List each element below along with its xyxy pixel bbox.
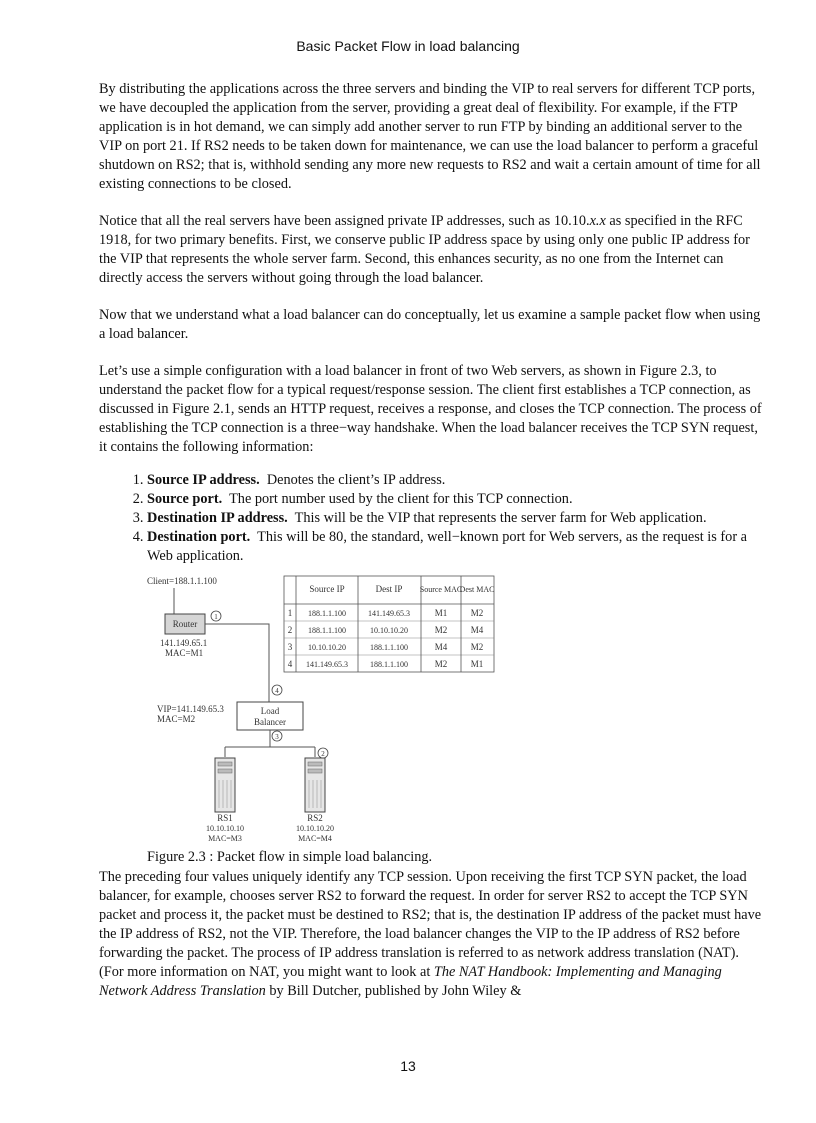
table-cell: 2	[287, 625, 293, 635]
table-cell: 188.1.1.100	[308, 609, 346, 618]
table-cell: 4	[287, 659, 293, 669]
table-cell: M2	[470, 608, 484, 618]
table-header-dest-mac: Dest MAC	[459, 585, 495, 594]
rs1-mac: MAC=M3	[208, 834, 242, 843]
paragraph-5	[99, 868, 765, 1001]
list-desc: This will be the VIP that represents the server farm for Web application.	[294, 510, 707, 526]
router-ip: 141.149.65.1	[160, 638, 208, 648]
figure-caption: Figure 2.3 : Packet flow in simple load balancing.	[147, 849, 433, 865]
list-item	[147, 490, 765, 509]
paragraph-1: By distributing the applications across the three servers and binding the VIP to real servers for different TCP ports, we have decoupled the application from the server, providing a great deal of flexibility. For example, if the FTP application is in hot demand, we can simply add another server to run FTP by binding an additional server to the VIP on port 21. If RS2 needs to be taken down for maintenance, we can use the load balancer to perform a graceful shutdown on RS2; that is, withhold sending any more new requests to RS2 and wait a certain amount of time for all existing connections to be closed.	[99, 81, 761, 192]
list-desc: The port number used by the client for this TCP connection.	[229, 491, 573, 507]
table-header-dest-ip: Dest IP	[375, 584, 403, 594]
step-3-label: 3	[275, 733, 279, 741]
list-term: Destination IP address.	[147, 510, 288, 526]
step-2-label: 2	[321, 750, 325, 758]
p5-book-title: The NAT Handbook: Implementing and Managing Network Address Translation	[99, 964, 722, 999]
table-cell: M2	[434, 625, 448, 635]
list-desc: Denotes the client’s IP address.	[266, 472, 446, 488]
vip-label: VIP=141.149.65.3	[157, 704, 224, 714]
rs2-mac: MAC=M4	[298, 834, 332, 843]
document-body	[99, 80, 765, 1019]
router-mac: MAC=M1	[165, 648, 204, 658]
paragraph-2	[99, 212, 765, 288]
list-term: Source IP address.	[147, 472, 260, 488]
p5-text-a: The preceding four values uniquely identify any TCP session. Upon receiving the first TCP SYN packet, the load balancer, for example, chooses server RS2 to forward the request. In order for server RS2 to accept the TCP SYN packet and process it, the packet must be destined to RS2; that is, the destination IP address of the packet must have the IP address of RS2, not the VIP. Therefore, the load balancer changes the VIP to the IP address of RS2 before forwarding the packet. The process of IP address translation is referred to as network address translation (NAT). (For more information on NAT, you might want to look at	[99, 869, 762, 980]
p2-italic: x.x	[589, 213, 606, 229]
table-header-source-mac: Source MAC	[419, 585, 463, 594]
table-cell: M2	[470, 642, 484, 652]
table-cell: 188.1.1.100	[370, 660, 408, 669]
table-cell: 141.149.65.3	[306, 660, 348, 669]
rs1-ip: 10.10.10.10	[206, 824, 244, 833]
list-item	[147, 509, 765, 528]
router-lb-link	[205, 624, 269, 702]
table-cell: M4	[434, 642, 448, 652]
table-cell: 141.149.65.3	[368, 609, 410, 618]
table-cell: M4	[470, 625, 484, 635]
rs2-name: RS2	[307, 813, 323, 823]
tcp-syn-info-list	[99, 471, 765, 566]
table-header-source-ip: Source IP	[309, 584, 345, 594]
rs1-name: RS1	[217, 813, 233, 823]
packet-flow-diagram	[139, 572, 499, 844]
table-cell: 188.1.1.100	[370, 643, 408, 652]
p2-text-c: as specified in the RFC 1918, for two primary benefits. First, we conserve public IP address space by using only one public IP address for the VIP that represents the whole server farm. Second, this enhances security, as no one from the Internet can directly access the servers without going through the load balancer.	[99, 213, 750, 286]
page-header: Basic Packet Flow in load balancing	[296, 38, 520, 54]
list-desc: This will be 80, the standard, well−known port for Web servers, as the request is for a Web application.	[147, 529, 747, 564]
packet-table	[284, 576, 494, 672]
table-cell: 188.1.1.100	[308, 626, 346, 635]
p2-text-a: Notice that all the real servers have been assigned private IP addresses, such as 10.10.	[99, 213, 590, 229]
list-term: Source port.	[147, 491, 223, 507]
rs2-ip: 10.10.10.20	[296, 824, 334, 833]
client-label: Client=188.1.1.100	[147, 576, 217, 586]
table-cell: 3	[287, 642, 293, 652]
lb-mac-label: MAC=M2	[157, 714, 196, 724]
step-4-label: 4	[275, 687, 279, 695]
lb-line-1: Load	[260, 706, 280, 716]
list-item	[147, 471, 765, 490]
table-cell: M1	[470, 659, 484, 669]
list-term: Destination port.	[147, 529, 251, 545]
list-item	[147, 528, 765, 566]
table-cell: 1	[287, 608, 293, 618]
paragraph-4: Let’s use a simple configuration with a load balancer in front of two Web servers, as shown in Figure 2.3, to understand the packet flow for a typical request/response session. The client first establishes a TCP connection, as discussed in Figure 2.1, sends an HTTP request, receives a response, and closes the TCP connection. The process of establishing the TCP connection is a three−way handshake. When the load balancer receives the TCP SYN request, it contains the following information:	[99, 363, 762, 455]
router-label: Router	[172, 619, 198, 629]
p5-text-c: by Bill Dutcher, published by John Wiley &	[265, 983, 522, 999]
paragraph-3: Now that we understand what a load balancer can do conceptually, let us examine a sample packet flow when using a load balancer.	[99, 307, 761, 342]
table-cell: M2	[434, 659, 448, 669]
rs2-server-icon	[305, 758, 325, 812]
lb-line-2: Balancer	[254, 717, 286, 727]
page-number: 13	[400, 1058, 416, 1074]
step-1-label: 1	[214, 613, 218, 621]
table-cell: 10.10.10.20	[370, 626, 408, 635]
table-cell: M1	[434, 608, 448, 618]
figure-2-3	[99, 572, 765, 868]
rs1-server-icon	[215, 758, 235, 812]
table-cell: 10.10.10.20	[308, 643, 346, 652]
